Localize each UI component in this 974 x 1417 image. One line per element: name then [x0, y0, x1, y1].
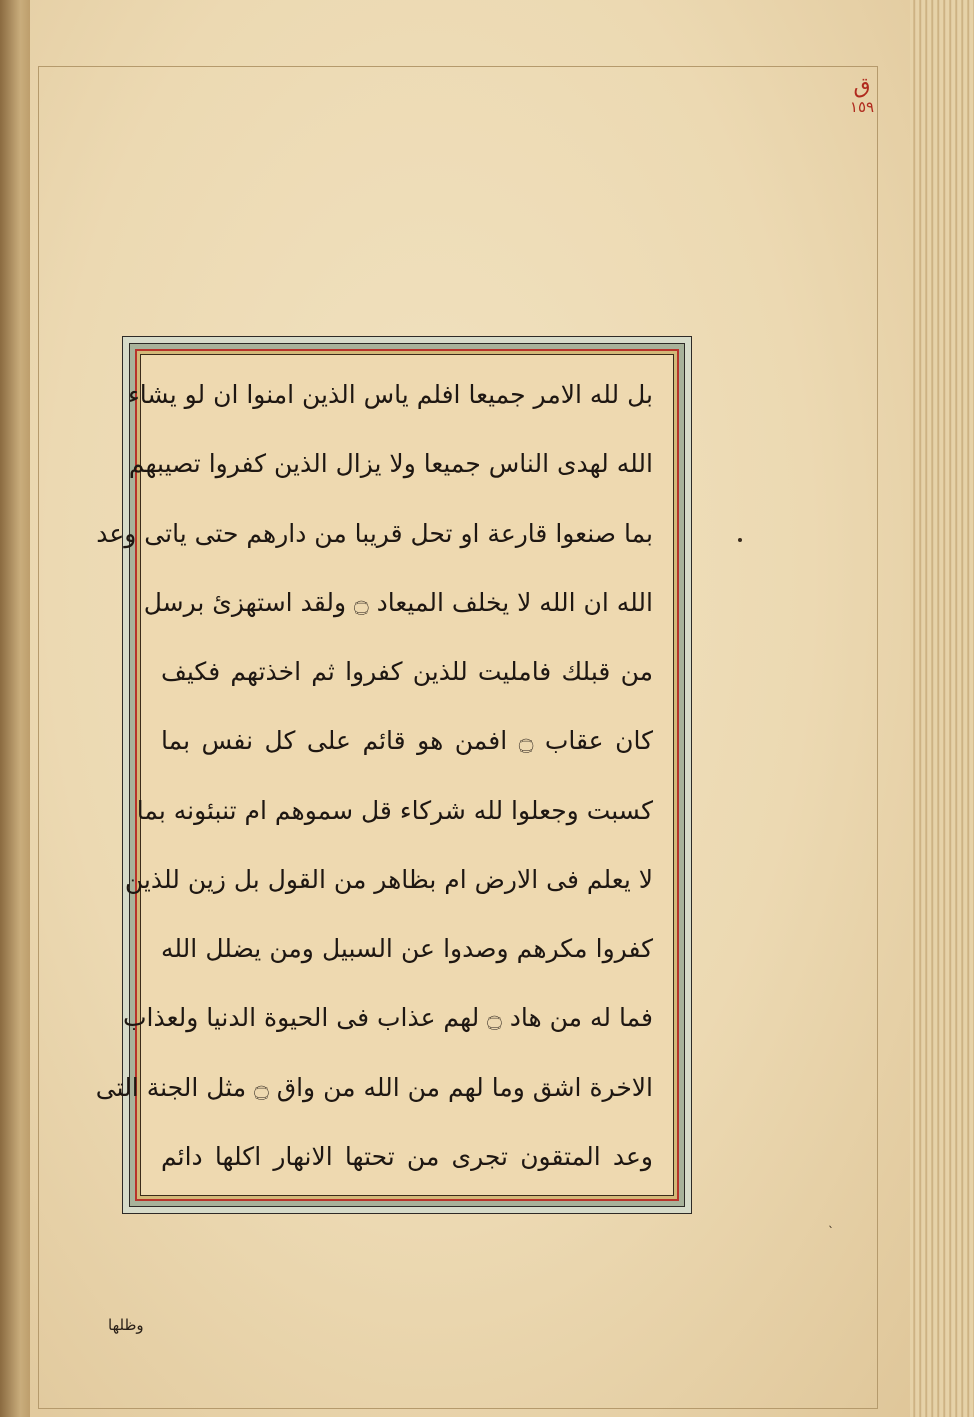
folio-letter: ق [853, 74, 871, 99]
frame-red-border [95, 349, 679, 1201]
text-line: الاخرة اشق وما لهم من الله من واق ۝ مثل الجنة التى [95, 1072, 653, 1102]
text-block [95, 354, 674, 1196]
text-frame [95, 336, 692, 1214]
text-line: الله لهدى الناس جميعا ولا يزال الذين كفروا تصيبهم [128, 449, 653, 479]
text-line: فما له من هاد ۝ لهم عذاب فى الحيوة الدنيا ولعذاب [122, 1003, 653, 1033]
text-line: من قبلك فامليت للذين كفروا ثم اخذتهم فكيف [161, 657, 653, 687]
text-line: لا يعلم فى الارض ام بظاهر من القول بل زين للذين [124, 864, 653, 894]
folio-num: ١٥٩ [849, 98, 875, 116]
folio-number [842, 76, 882, 116]
ink-speck [738, 538, 742, 542]
catchword: وظلها [108, 1316, 144, 1334]
text-line: كفروا مكرهم وصدوا عن السبيل ومن يضلل الله [161, 934, 653, 964]
frame-green-border [95, 343, 685, 1207]
text-line: كسبت وجعلوا لله شركاء قل سموهم ام تنبئونه بما [136, 795, 653, 825]
text-line: بل لله الامر جميعا افلم ياس الذين امنوا ان لو يشاء [128, 380, 653, 409]
text-line: وعد المتقون تجرى من تحتها الانهار اكلها دائم [161, 1141, 653, 1171]
page-stack-edges [910, 0, 974, 1417]
margin-mark: ˎ [828, 1214, 834, 1228]
text-line: الله ان الله لا يخلف الميعاد ۝ ولقد استهزئ برسل [143, 587, 653, 617]
text-line: كان عقاب ۝ افمن هو قائم على كل نفس بما [161, 726, 653, 756]
text-line: بما صنعوا قارعة او تحل قريبا من دارهم حتى ياتى وعد [96, 518, 653, 548]
facing-page-edge [0, 0, 34, 1417]
